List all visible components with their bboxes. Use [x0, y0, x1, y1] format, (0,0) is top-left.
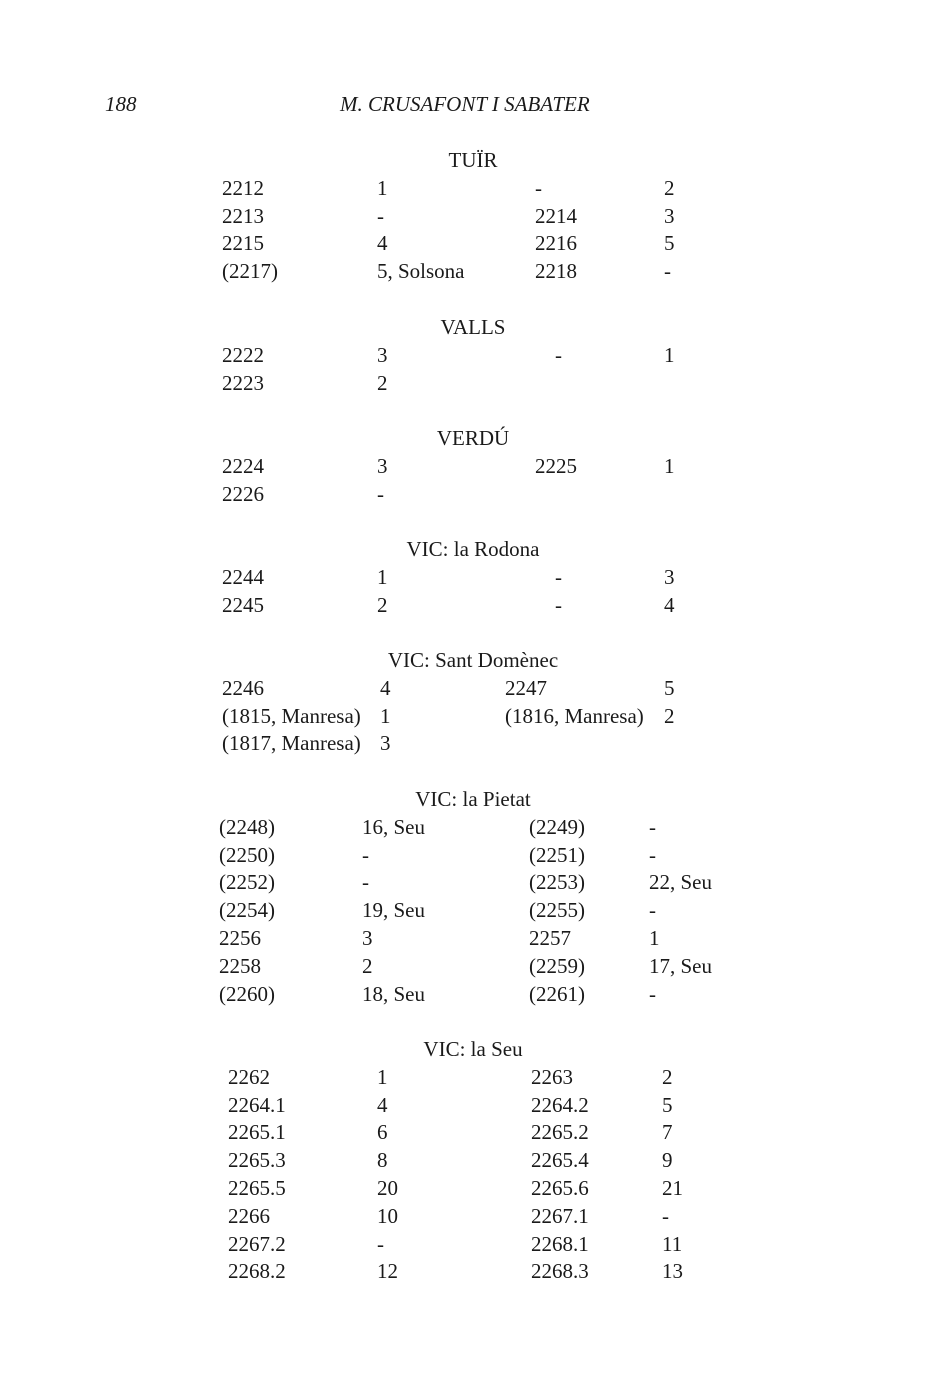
count-value: 4: [380, 675, 391, 700]
catalogue-number: (2250): [219, 842, 275, 867]
running-title: M. CRUSAFONT I SABATER: [340, 92, 590, 116]
catalogue-number-2: -: [555, 342, 562, 367]
count-value-2: 7: [662, 1120, 673, 1145]
count-value-2: -: [649, 814, 656, 839]
catalogue-number: (1817, Manresa): [222, 731, 361, 756]
catalogue-number-2: 2264.2: [531, 1092, 589, 1117]
section-heading: VIC: la Pietat: [415, 787, 531, 811]
table-row: [0, 176, 926, 204]
count-value: -: [362, 842, 369, 867]
count-value: -: [377, 1231, 384, 1256]
table-row: [0, 371, 926, 399]
section-heading: VALLS: [440, 315, 506, 339]
count-value-2: 2: [664, 703, 675, 728]
count-value-2: 13: [662, 1259, 683, 1284]
catalogue-number: 2266: [228, 1203, 270, 1228]
catalogue-number: 2244: [222, 564, 264, 589]
catalogue-number-2: 2216: [535, 231, 577, 256]
catalogue-number: 2256: [219, 926, 261, 950]
count-value: 10: [377, 1203, 398, 1228]
section-heading: VIC: Sant Domènec: [387, 648, 559, 672]
count-value-2: 2: [664, 175, 675, 200]
catalogue-number-2: 2265.4: [531, 1148, 589, 1173]
catalogue-number: (2254): [219, 898, 275, 923]
count-value: 16, Seu: [362, 814, 425, 839]
count-value-2: 5: [664, 675, 675, 700]
count-value: -: [377, 481, 384, 506]
table-row: [0, 259, 926, 287]
section-heading: VERDÚ: [436, 426, 510, 450]
count-value-2: 4: [664, 592, 675, 617]
catalogue-number-2: (1816, Manresa): [505, 703, 644, 728]
table-row: [0, 815, 926, 843]
table-row: [0, 231, 926, 259]
table-row: [0, 1259, 926, 1287]
count-value-2: 22, Seu: [649, 870, 712, 895]
count-value: 1: [377, 1064, 388, 1089]
count-value: 19, Seu: [362, 898, 425, 923]
catalogue-number: 2258: [219, 953, 261, 978]
catalogue-number: 2265.1: [228, 1120, 286, 1145]
catalogue-number-2: 2218: [535, 259, 577, 284]
catalogue-number-2: -: [535, 175, 542, 200]
catalogue-number-2: 2268.1: [531, 1231, 589, 1256]
count-value: 18, Seu: [362, 981, 425, 1006]
catalogue-number-2: (2255): [529, 898, 585, 923]
count-value: 1: [380, 703, 391, 728]
catalogue-number: 2245: [222, 592, 264, 617]
catalogue-number: (2252): [219, 870, 275, 895]
count-value-2: -: [649, 981, 656, 1006]
table-row: [0, 1120, 926, 1148]
count-value: 1: [377, 175, 388, 200]
catalogue-number-2: -: [555, 592, 562, 617]
catalogue-number: 2268.2: [228, 1259, 286, 1284]
table-row: [0, 704, 926, 732]
table-row: [0, 1065, 926, 1093]
table-row: [0, 1232, 926, 1260]
count-value: 3: [362, 926, 373, 950]
count-value: 4: [377, 1092, 388, 1117]
catalogue-number: (2248): [219, 814, 275, 839]
count-value-2: -: [664, 259, 671, 284]
catalogue-number-2: 2268.3: [531, 1259, 589, 1284]
count-value-2: 5: [664, 231, 675, 256]
catalogue-number-2: 2263: [531, 1064, 573, 1089]
count-value-2: 1: [664, 453, 675, 478]
catalogue-number-2: (2259): [529, 953, 585, 978]
table-row: [0, 954, 926, 982]
count-value-2: -: [649, 898, 656, 923]
catalogue-number: (1815, Manresa): [222, 703, 361, 728]
count-value-2: 3: [664, 203, 675, 228]
catalogue-number: 2262: [228, 1064, 270, 1089]
table-row: [0, 343, 926, 371]
catalogue-number: 2265.3: [228, 1148, 286, 1173]
catalogue-number-2: 2247: [505, 675, 547, 700]
catalogue-number: (2217): [222, 259, 278, 284]
count-value-2: 21: [662, 1176, 683, 1200]
table-row: [0, 1176, 926, 1204]
catalogue-number-2: 2267.1: [531, 1203, 589, 1228]
catalogue-number: 2224: [222, 453, 264, 478]
count-value: 4: [377, 231, 388, 256]
catalogue-number: 2222: [222, 342, 264, 367]
count-value: 1: [377, 564, 388, 589]
table-row: [0, 454, 926, 482]
count-value: 12: [377, 1259, 398, 1284]
table-row: [0, 731, 926, 759]
catalogue-number-2: 2225: [535, 453, 577, 478]
count-value-2: 2: [662, 1064, 673, 1089]
catalogue-number-2: 2265.2: [531, 1120, 589, 1145]
catalogue-number: 2264.1: [228, 1092, 286, 1117]
count-value-2: 11: [662, 1231, 683, 1256]
table-row: [0, 1148, 926, 1176]
catalogue-number: 2226: [222, 481, 264, 506]
count-value-2: -: [649, 842, 656, 867]
section-heading: VIC: la Seu: [423, 1037, 523, 1061]
table-row: [0, 482, 926, 510]
count-value: 5, Solsona: [377, 259, 465, 284]
table-row: [0, 1093, 926, 1121]
count-value: 3: [380, 731, 391, 756]
catalogue-number-2: (2253): [529, 870, 585, 895]
table-row: [0, 1204, 926, 1232]
count-value: -: [377, 203, 384, 228]
table-row: [0, 898, 926, 926]
count-value-2: 1: [664, 342, 675, 367]
catalogue-number: 2223: [222, 370, 264, 395]
catalogue-number-2: (2251): [529, 842, 585, 867]
catalogue-number: 2267.2: [228, 1231, 286, 1256]
count-value: 2: [362, 953, 373, 978]
count-value-2: 9: [662, 1148, 673, 1173]
catalogue-number-2: (2261): [529, 981, 585, 1006]
count-value-2: 1: [649, 926, 660, 950]
count-value-2: 3: [664, 564, 675, 589]
count-value: 8: [377, 1148, 388, 1173]
count-value-2: 5: [662, 1092, 673, 1117]
catalogue-number-2: -: [555, 564, 562, 589]
catalogue-number-2: 2214: [535, 203, 577, 228]
page-number: 188: [105, 92, 137, 116]
count-value-2: 17, Seu: [649, 953, 712, 978]
catalogue-number-2: 2265.6: [531, 1176, 589, 1200]
catalogue-number-2: (2249): [529, 814, 585, 839]
catalogue-number: (2260): [219, 981, 275, 1006]
count-value: -: [362, 870, 369, 895]
section-heading: VIC: la Rodona: [406, 537, 540, 561]
table-row: [0, 926, 926, 954]
count-value: 3: [377, 453, 388, 478]
catalogue-number-2: 2257: [529, 926, 571, 950]
table-row: [0, 204, 926, 232]
count-value: 20: [377, 1176, 398, 1200]
count-value-2: -: [662, 1203, 669, 1228]
catalogue-number: 2215: [222, 231, 264, 256]
catalogue-number: 2212: [222, 175, 264, 200]
count-value: 2: [377, 592, 388, 617]
table-row: [0, 870, 926, 898]
catalogue-number: 2246: [222, 675, 264, 700]
count-value: 3: [377, 342, 388, 367]
table-row: [0, 593, 926, 621]
section-heading: TUÏR: [448, 148, 498, 172]
count-value: 2: [377, 370, 388, 395]
table-row: [0, 982, 926, 1010]
table-row: [0, 843, 926, 871]
catalogue-number: 2265.5: [228, 1176, 286, 1200]
table-row: [0, 676, 926, 704]
table-row: [0, 565, 926, 593]
catalogue-number: 2213: [222, 203, 264, 228]
count-value: 6: [377, 1120, 388, 1145]
